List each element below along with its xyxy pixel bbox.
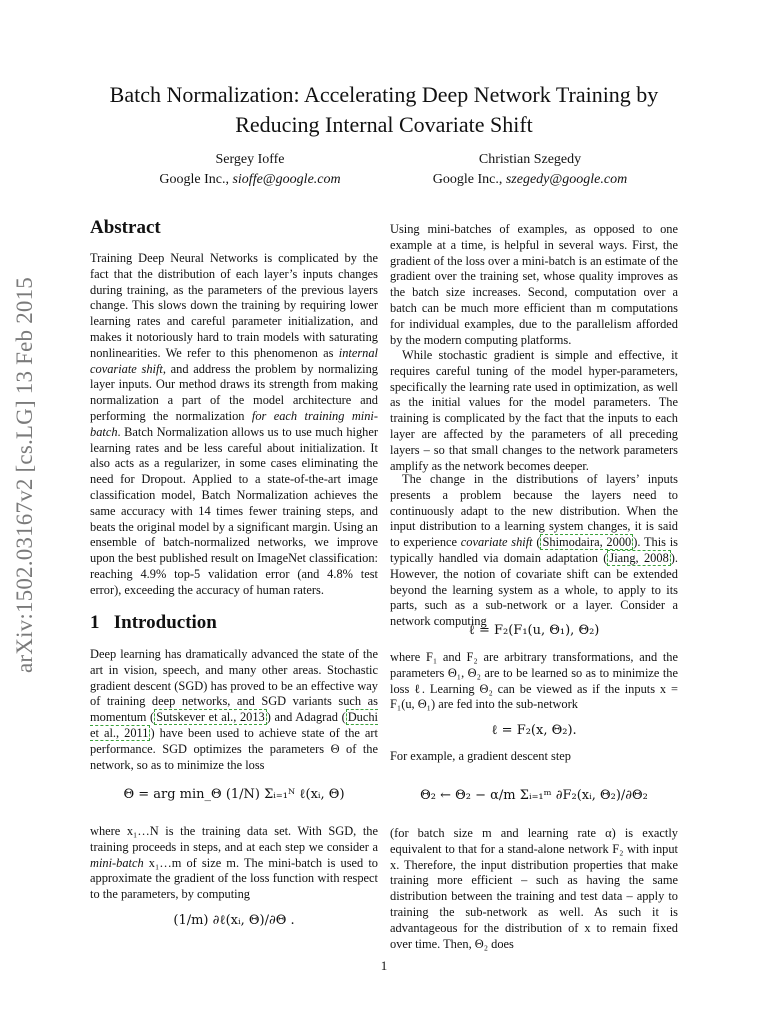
- author-name: Sergey Ioffe: [215, 152, 285, 167]
- citation-link[interactable]: Jiang, 2008: [609, 550, 669, 565]
- equation-loss: Θ = arg min_Θ (1/N) Σᵢ₌₁ᴺ ℓ(xᵢ, Θ): [123, 787, 345, 802]
- author-1: [120, 150, 380, 190]
- abstract-heading: Abstract: [90, 217, 161, 238]
- author-email: szegedy@google.com: [505, 172, 628, 187]
- equation-gradient-step: Θ₂ ← Θ₂ − α/m Σᵢ₌₁ᵐ ∂F₂(xᵢ, Θ₂)/∂Θ₂: [420, 788, 648, 803]
- paper-title: [80, 80, 688, 140]
- equation-subnetwork: ℓ = F₂(x, Θ₂).: [491, 723, 577, 738]
- author-block: [120, 150, 660, 190]
- author-affiliation: Google Inc., sioffe@google.com: [159, 172, 341, 187]
- title-line-1: Batch Normalization: Accelerating Deep Network Training by: [109, 82, 659, 107]
- intro-heading: 1 Introduction: [90, 612, 217, 633]
- abstract-text: Training Deep Neural Networks is complicated by the fact that the distribution of each layer’s inputs changes during training, as the parameters of the previous layers change. This slows down the training by requiring lower learning rates and careful parameter initialization, and makes it notoriously hard to train models with saturating nonlinearities. We refer to this phenomenon as internal covariate shift, and address the problem by normalizing layer inputs. Our method draws its strength from making normalization a part of the model architecture and performing the normalization for each training mini-batch. Batch Normalization allows us to use much higher learning rates and be less careful about initialization. It also acts as a regularizer, in some cases eliminating the need for Dropout. Applied to a state-of-the-art image classification model, Batch Normalization achieves the same accuracy with 14 times fewer training steps, and beats the original model by a significant margin. Using an ensemble of batch-normalized networks, we improve upon the best published result on ImageNet classification: reaching 4.9% top-5 validation error (and 4.8% test error), exceeding the accuracy of human raters.: [90, 251, 378, 597]
- citation-link[interactable]: Duchi et al., 2011: [90, 710, 378, 740]
- right-paragraph-4: where F₁ and F₂ are arbitrary transformations, and the parameters Θ₁, Θ₂ are to be learned so as to minimize the loss ℓ. Learning Θ₂ can be viewed as if the inputs x = F₁(u, Θ₁) are fed into the sub-network: [390, 650, 678, 712]
- right-paragraph-1: Using mini-batches of examples, as opposed to one example at a time, is helpful in several ways. First, the gradient of the loss over a mini-batch is an estimate of the gradient over the training set, whose quality improves as the batch size increases. Second, computation over a batch can be much more efficient than m computations for individual examples, due to the parallelism afforded by the modern computing platforms.: [390, 222, 678, 347]
- right-paragraph-3: The change in the distributions of layers’ inputs presents a problem because the layers need to continuously adapt to the new distribution. When the input distribution to a learning system changes, it is said to experience covariate shift ( Shimodaira, 2000 ). This is typically handled via domain adaptation ( Jiang, 2008 ). However, the notion of covariate shift can be extended beyond the learning system as a whole, to apply to its parts, such as a sub-network or a layer. Consider a network computing: [390, 472, 678, 629]
- intro-paragraph-1: Deep learning has dramatically advanced the state of the art in vision, speech, and many other areas. Stochastic gradient descent (SGD) has proved to be an effective way of training deep networks, and SGD variants such as momentum ( Sutskever et al., 2013 ) and Adagrad ( Duchi et al., 2011 ) have been used to achieve state of the art performance. SGD optimizes the parameters Θ of the network, so as to minimize the loss: [90, 647, 378, 772]
- title-line-2: Reducing Internal Covariate Shift: [235, 112, 533, 137]
- arxiv-stamp-text: arXiv:1502.03167v2 [cs.LG] 13 Feb 2015: [12, 277, 37, 673]
- right-paragraph-2: While stochastic gradient is simple and effective, it requires careful tuning of the model hyper-parameters, specifically the learning rate used in optimization, as well as the initial values for the model parameters. The training is complicated by the fact that the inputs to each layer are affected by the parameters of all preceding layers – so that small changes to the network parameters amplify as the network becomes deeper.: [390, 348, 678, 473]
- right-paragraph-6: (for batch size m and learning rate α) is exactly equivalent to that for a stand-alone network F₂ with input x. Therefore, the input distribution properties that make training more efficient – such as having the same distribution between the training and test data – apply to training the sub-network as well. As such it is advantageous for the distribution of x to remain fixed over time. Then, Θ₂ does: [390, 826, 678, 951]
- citation-link[interactable]: Shimodaira, 2000: [542, 535, 632, 550]
- equation-composition: ℓ = F₂(F₁(u, Θ₁), Θ₂): [468, 623, 600, 638]
- arxiv-stamp: [5, 245, 45, 705]
- intro-paragraph-2: where x₁…N is the training data set. With SGD, the training proceeds in steps, and at each step we consider a mini-batch x₁…m of size m. The mini-batch is used to approximate the gradient of the loss function with respect to the parameters, by computing: [90, 824, 378, 902]
- equation-gradient: (1/m) ∂ℓ(xᵢ, Θ)/∂Θ .: [173, 913, 295, 928]
- citation-link[interactable]: Sutskever et al., 2013: [156, 710, 265, 725]
- author-affiliation: Google Inc., szegedy@google.com: [432, 172, 628, 187]
- right-paragraph-5: For example, a gradient descent step: [390, 749, 571, 763]
- page-number: 1: [380, 958, 388, 973]
- author-2: [400, 150, 660, 190]
- author-name: Christian Szegedy: [478, 152, 582, 167]
- author-email: sioffe@google.com: [232, 172, 341, 187]
